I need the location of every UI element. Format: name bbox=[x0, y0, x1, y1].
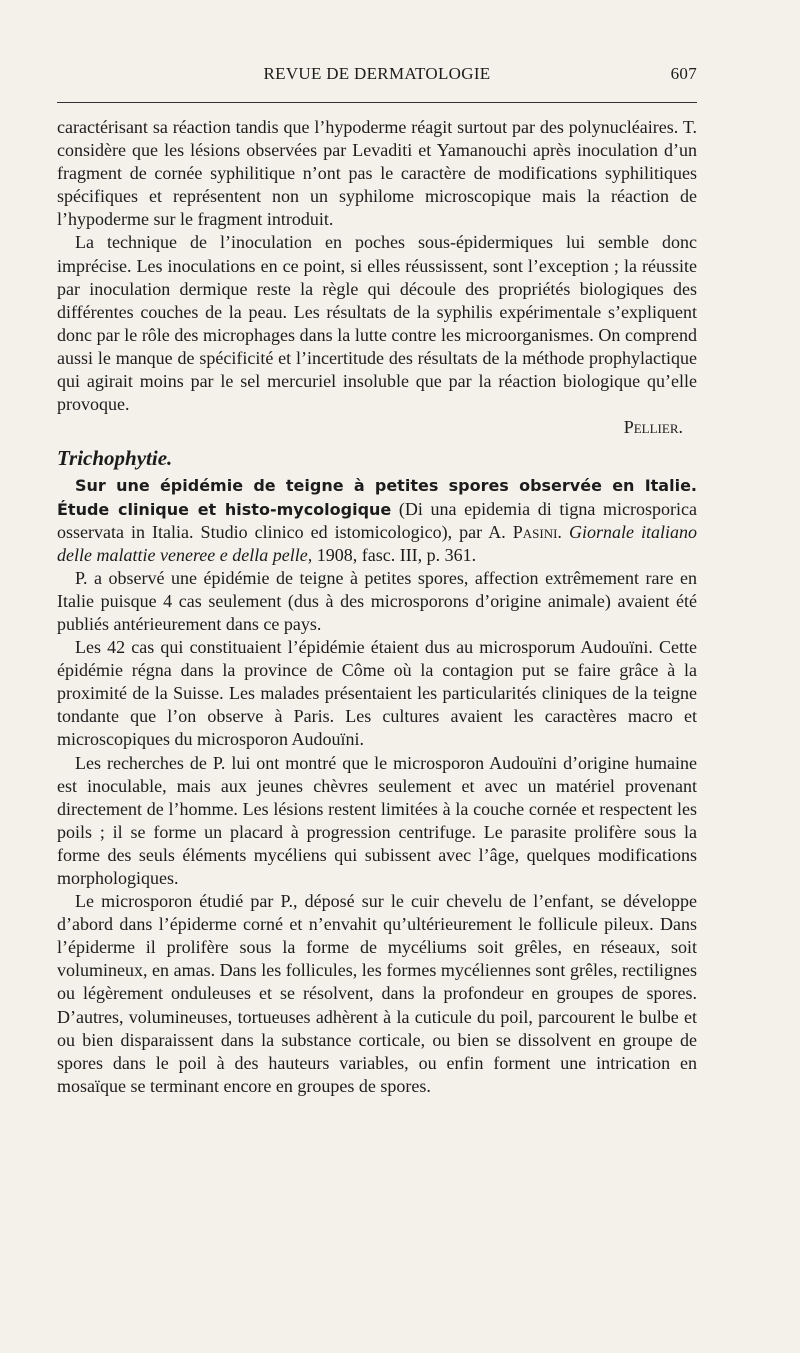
review-paragraph-2: Les 42 cas qui constituaient l’épidémie étaient dus au microsporum Audouïni. Cette épidémie régna dans la province de Côme où la contagion put se faire grâce à la proximité de la Suisse. Les malades présentaient les particularités cliniques de la teigne tondante que l’on observe à Paris. Les cultures avaient les caractères macro et microscopiques du microsporon Audouïni. bbox=[57, 637, 697, 750]
page-body bbox=[57, 116, 697, 1098]
article-title: Sur une épidémie de teigne à petites spores observée en Italie. Étude clinique et histo-mycologique bbox=[57, 476, 697, 519]
continuation-paragraph-1: caractérisant sa réaction tandis que l’hypoderme réagit surtout par des polynucléaires. T. considère que les lésions observées par Levaditi et Yamanouchi après inoculation d’un fragment de cornée syphilitique n’ont pas le caractère de modifications syphilitiques spécifiques et représentent non un syphilome microscopique mais la réaction de l’hypoderme sur le fragment introduit. bbox=[57, 117, 697, 230]
running-title: REVUE DE DERMATOLOGIE bbox=[263, 64, 491, 83]
article-journal: Giornale italiano delle malattie veneree e della pelle, bbox=[57, 521, 698, 565]
article-reference bbox=[57, 474, 697, 566]
page-number: 607 bbox=[670, 64, 697, 83]
section-heading: Trichophytie. bbox=[57, 446, 173, 471]
header-rule bbox=[57, 102, 697, 103]
continuation-paragraph-2: La technique de l’inoculation en poches sous-épidermiques lui semble donc imprécise. Les inoculations en ce point, si elles réussissent, sont l’exception ; la réussite par inoculation dermique reste la règle qui découle des propriétés biologiques des différentes couches de la peau. Les résultats de la syphilis expérimentale s’expliquent donc par le rôle des microphages dans la lutte contre les microorganismes. On comprend aussi le manque de spécificité et l’incertitude des résultats de la méthode prophylactique qui agirait moins par le sel mercuriel insoluble que par la réaction biologique qu’elle provoque. bbox=[57, 232, 697, 415]
review-paragraph-4: Le microsporon étudié par P., déposé sur le cuir chevelu de l’enfant, se développe d’abord dans l’épiderme corné et n’envahit qu’ultérieurement le follicule pileux. Dans l’épiderme il prolifère sous la forme de mycéliums soit grêles, en réseaux, soit volumineux, en amas. Dans les follicules, les formes mycéliennes sont grêles, rectilignes ou légèrement onduleuses et se résolvent, dans la profondeur en groupes de spores. D’autres, volumineuses, tortueuses adhèrent à la cuticule du poil, parcourent le bulbe et ou bien disparaissent dans la substance corticale, ou bien se dissolvent en groupe de spores dans le poil à des hauteurs variables, ou enfin forment une intrication en mosaïque se terminant encore en groupes de spores. bbox=[57, 891, 697, 1096]
article-author: Pasini. bbox=[512, 521, 562, 542]
running-header bbox=[57, 64, 697, 94]
signature-line bbox=[57, 416, 697, 439]
reviewer-signature: Pellier. bbox=[623, 417, 683, 438]
article-ref-tail: 1908, fasc. III, p. 361. bbox=[312, 544, 477, 565]
review-paragraph-1: P. a observé une épidémie de teigne à petites spores, affection extrêmement rare en Italie puisque 4 cas seulement (dus à des microsporons d’origine animale) avaient été publiés antérieurement dans ce pays. bbox=[57, 567, 697, 634]
review-paragraph-3: Les recherches de P. lui ont montré que le microsporon Audouïni d’origine humaine est inoculable, mais aux jeunes chèvres seulement et avec un matériel provenant directement de l’homme. Les lésions restent limitées à la couche cornée et respectent les poils ; il se forme un placard à progression centrifuge. Le parasite prolifère sous la forme des seuls éléments mycéliens qui subissent avec l’âge, quelques modifications morphologiques. bbox=[57, 752, 697, 888]
article-ref-text: (Di una epidemia di tigna microsporica osservata in Italia. Studio clinico ed istomicologico), par A. bbox=[57, 498, 697, 542]
